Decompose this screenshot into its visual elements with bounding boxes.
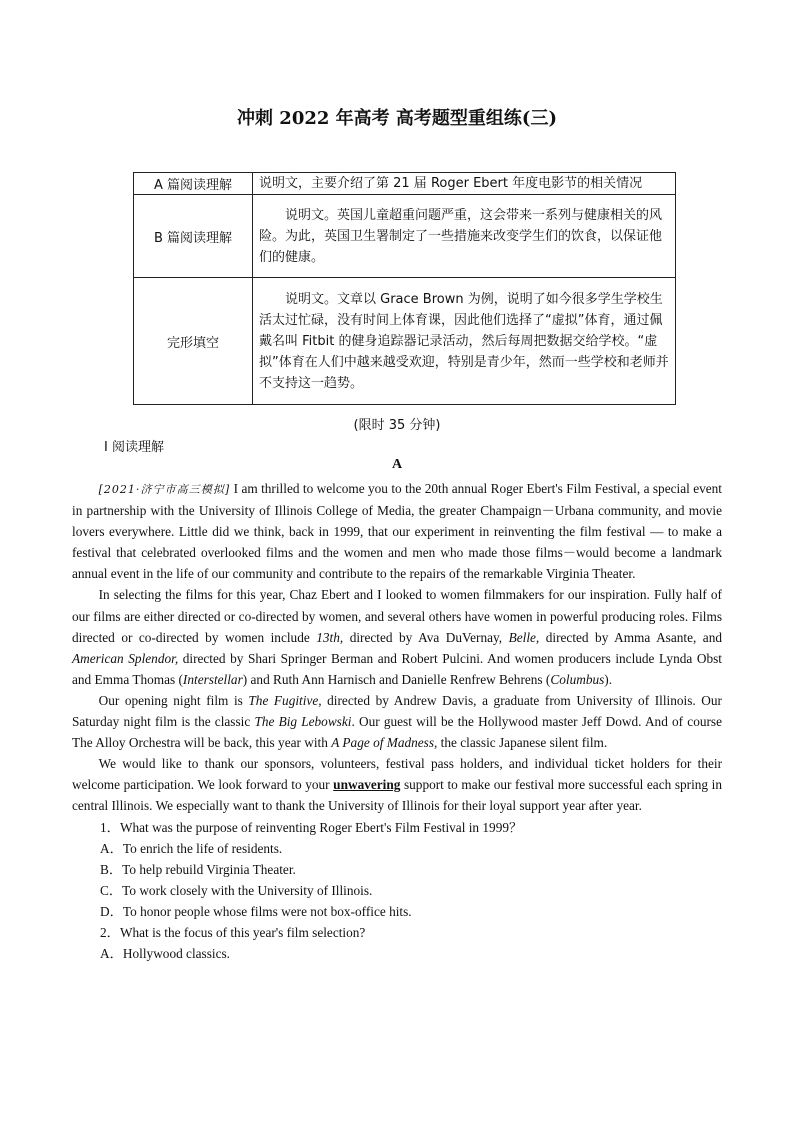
question-2-stem: 2．What is the focus of this year's film selection? <box>100 924 366 940</box>
question-1-stem: 1．What was the purpose of reinventing Roger Ebert's Film Festival in 1999？ <box>100 819 523 835</box>
question-1-option-b[interactable]: B．To help rebuild Virginia Theater. <box>100 861 296 877</box>
paragraph-text: . Our guest will be the Hollywood master Jeff Dowd. And of course The Alloy Orchestra will be back, this year with <box>72 714 723 751</box>
paragraph-text: directed by Andrew Davis, a graduate from University of Illinois. Our Saturday night film is the classic <box>72 692 722 730</box>
paragraph-text: directed by Shari Springer Berman and Robert Pulcini. And women producers include Lynda Obst and Emma Thomas ( <box>72 650 722 687</box>
paragraph-text: the classic Japanese silent film. <box>437 735 608 751</box>
table-row <box>134 195 676 278</box>
part-heading: A <box>391 457 403 472</box>
film-title: American Splendor, <box>72 650 179 666</box>
paragraph-3 <box>72 690 722 753</box>
paragraph-4 <box>72 753 722 816</box>
film-title: Columbus <box>550 671 605 687</box>
paragraph-text: support to make our festival more successful each spring in central Illinois. We especially want to thank the University of Illinois for their loyal support year after year. <box>72 777 723 814</box>
reading-passage <box>72 478 722 964</box>
question-1-option-d[interactable]: D．To honor people whose films were not box-office hits. <box>100 903 412 919</box>
paragraph-1 <box>72 478 722 584</box>
paragraph-text: ). <box>604 671 613 687</box>
table-row <box>134 173 676 195</box>
question-1-option-a[interactable]: A．To enrich the life of residents. <box>100 840 283 856</box>
paragraph-text: ) and Ruth Ann Harnisch and Danielle Renfrew Behrens ( <box>242 671 551 687</box>
film-title: 13th, <box>316 629 344 645</box>
paragraph-text: I am thrilled to welcome you to the 20th annual Roger Ebert's Film Festival, a special event in partnership with the University of Illinois College of Media, the greater Champaign－Urbana community, and movie lovers everywhere. Little did we think, back in 1999, that our experiment in reinventing the film festival — to make a festival that celebrated overlooked films and the women and men who made those films－would become a landmark annual event in the life of our community and contribute to the repairs of the remarkable Virginia Theater. <box>72 481 722 582</box>
time-limit: (限时 35 分钟) <box>353 418 441 433</box>
paragraph-text: directed by Ava DuVernay, <box>343 629 509 645</box>
film-title: Belle, <box>508 629 540 645</box>
film-title: A Page of Madness, <box>331 735 438 751</box>
paragraph-2 <box>72 584 722 689</box>
page-title: 冲刺 2022 年高考 高考题型重组练(三) <box>237 108 557 129</box>
table-row <box>134 278 676 405</box>
row-label: A 篇阅读理解 <box>134 173 253 195</box>
paragraph-text: We would like to thank our sponsors, volunteers, festival pass holders, and individual ticket holders for their welcome participation. We look forward to your <box>72 756 722 793</box>
film-title: The Fugitive, <box>248 692 322 708</box>
summary-table <box>133 172 676 405</box>
question-2-option-a[interactable]: A．Hollywood classics. <box>100 946 231 962</box>
paragraph-text: Our opening night film is <box>98 692 249 708</box>
section-heading: Ⅰ 阅读理解 <box>104 440 164 455</box>
paragraph-text: In selecting the films for this year, Chaz Ebert and I looked to women filmmakers for our inspiration. Fully half of our films are either directed or co-directed by women, and several others have women in powerful producing roles. Films directed or co-directed by women include <box>72 587 722 645</box>
film-title: Interstellar <box>182 671 243 687</box>
paragraph-text: directed by Amma Asante, and <box>539 629 723 645</box>
row-text: 说明文。英国儿童超重问题严重，这会带来一系列与健康相关的风险。为此，英国卫生署制定了一些措施来改变学生们的饮食，以保证他们的健康。 <box>253 195 676 278</box>
source-note: [2021·济宁市高三模拟] <box>98 483 231 496</box>
keyword-unwavering: unwavering <box>333 777 401 793</box>
row-label: 完形填空 <box>134 278 253 405</box>
row-text: 说明文，主要介绍了第 21 届 Roger Ebert 年度电影节的相关情况 <box>253 173 676 195</box>
row-label: B 篇阅读理解 <box>134 195 253 278</box>
film-title: The Big Lebowski <box>254 714 352 730</box>
question-1-option-c[interactable]: C．To work closely with the University of Illinois. <box>100 882 373 898</box>
row-text: 说明文。文章以 Grace Brown 为例，说明了如今很多学生学校生活太过忙碌，没有时间上体育课，因此他们选择了“虚拟”体育，通过佩戴名叫 Fitbit 的健身追踪器记录活动，然后每周把数据交给学校。“虚拟”体育在人们中越来越受欢迎，特别是青少年，然而一些学校和老师并不支持这一趋势。 <box>253 278 676 405</box>
